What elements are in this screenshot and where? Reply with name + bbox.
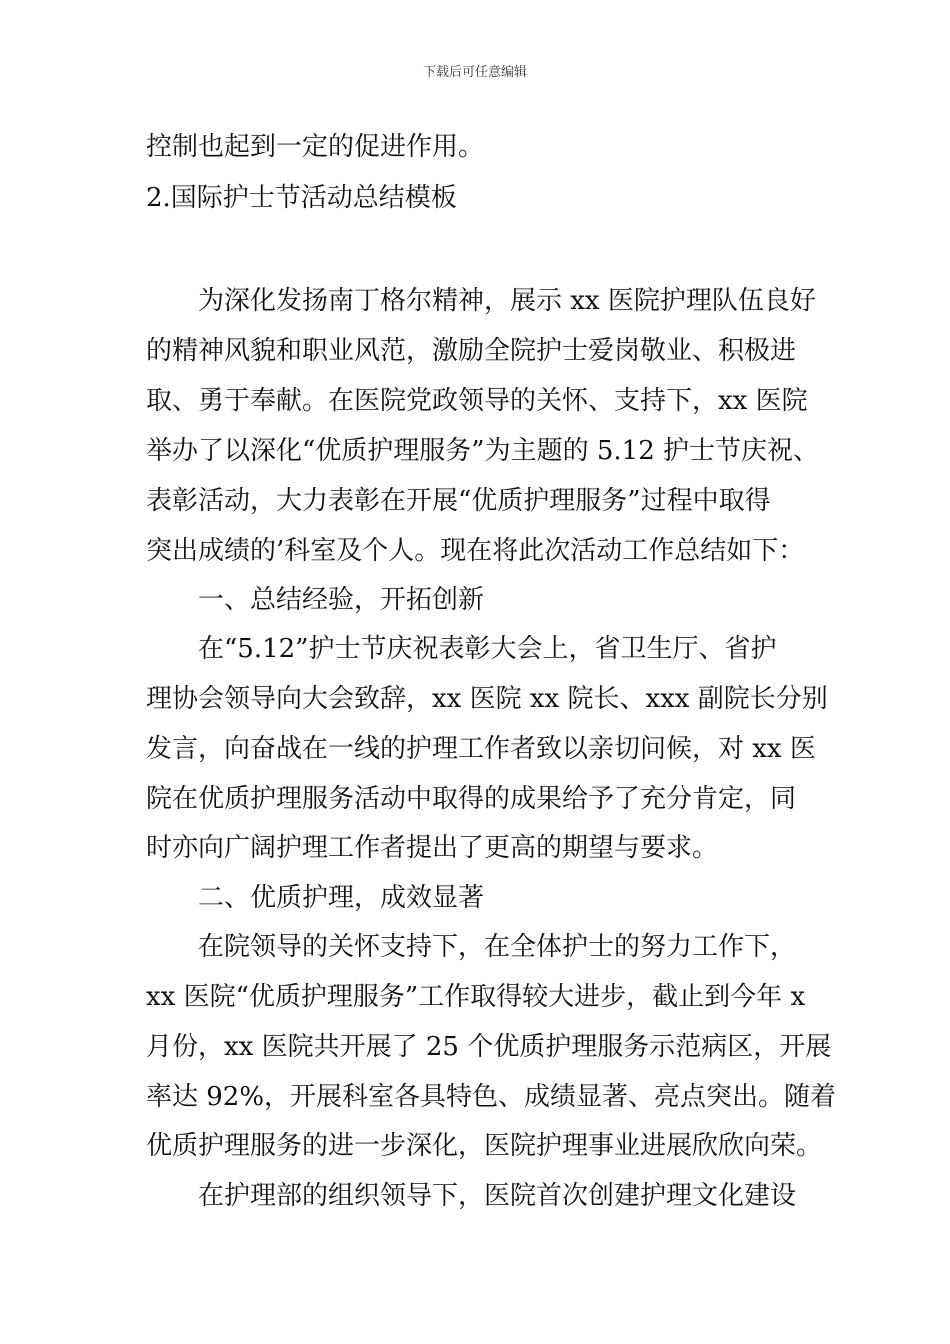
paragraph-line: 举办了以深化“优质护理服务”为主题的 5.12 护士节庆祝、 (146, 436, 820, 466)
paragraph-line: 优质护理服务的进一步深化，医院护理事业进展欣欣向荣。 (146, 1131, 823, 1161)
paragraph-line: 率达 92%，开展科室各具特色、成绩显著、亮点突出。随着 (146, 1082, 837, 1112)
paragraph-line: 为深化发扬南丁格尔精神，展示 xx 医院护理队伍良好 (198, 286, 816, 316)
subheading: 一、总结经验，开拓创新 (198, 585, 485, 615)
paragraph-line: 在“5.12”护士节庆祝表彰大会上，省卫生厅、省护 (198, 634, 777, 664)
subheading: 二、优质护理，成效显著 (198, 883, 485, 913)
paragraph-line: 的精神风貌和职业风范，激励全院护士爱岗敬业、积极进 (146, 336, 797, 366)
paragraph-line: 时亦向广阔护理工作者提出了更高的期望与要求。 (146, 833, 719, 863)
page-header-note: 下载后可任意编辑 (422, 65, 527, 80)
paragraph-line: 月份，xx 医院共开展了 25 个优质护理服务示范病区，开展 (146, 1032, 832, 1062)
paragraph-line: 在护理部的组织领导下，医院首次创建护理文化建设 (198, 1181, 797, 1211)
paragraph-line: 突出成绩的’科室及个人。现在将此次活动工作总结如下： (146, 536, 805, 566)
paragraph-line: 发言，向奋战在一线的护理工作者致以亲切问候，对 xx 医 (146, 734, 816, 764)
paragraph-line: 院在优质护理服务活动中取得的成果给予了充分肯定，同 (146, 784, 797, 814)
paragraph-line: 表彰活动，大力表彰在开展“优质护理服务”过程中取得 (146, 486, 771, 516)
paragraph-line: 在院领导的关怀支持下，在全体护士的努力工作下， (198, 932, 797, 962)
paragraph-line: 理协会领导向大会致辞，xx 医院 xx 院长、xxx 副院长分别 (146, 684, 828, 714)
paragraph-line: xx 医院“优质护理服务”工作取得较大进步，截止到今年 x (146, 982, 806, 1012)
text-line: 控制也起到一定的促进作用。 (146, 132, 485, 162)
paragraph-line: 取、勇于奉献。在医院党政领导的关怀、支持下，xx 医院 (146, 386, 808, 416)
section-heading: 2.国际护士节活动总结模板 (146, 183, 457, 213)
